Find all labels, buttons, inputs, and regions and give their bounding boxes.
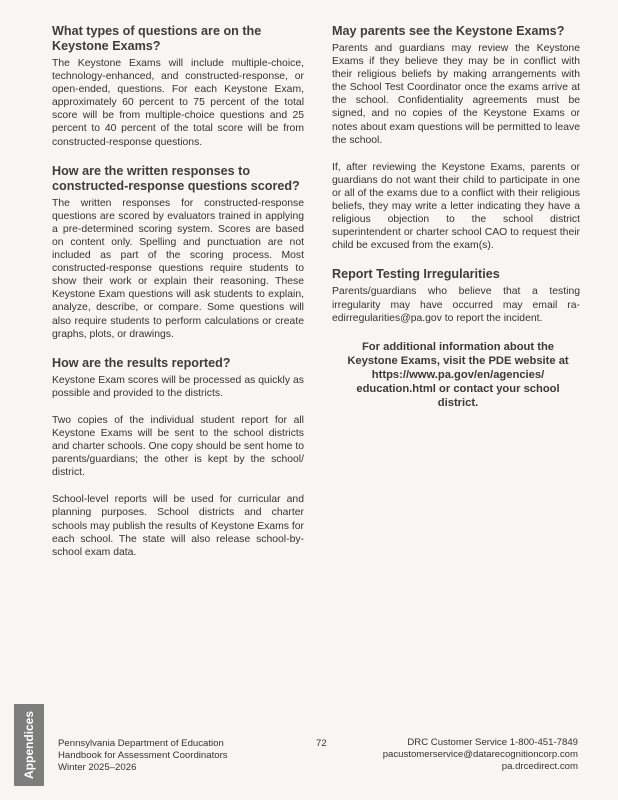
- left-column: [52, 24, 304, 574]
- section-body: Parents/guardians who believe that a testing irregularity may have occurred may email ra-edirregularities@pa.gov to report the incident.: [332, 286, 580, 324]
- right-column: [332, 24, 580, 410]
- appendices-tab: [14, 704, 44, 786]
- footer-org-line: Pennsylvania Department of Education: [58, 738, 224, 749]
- section-scoring: [52, 164, 304, 341]
- tab-label: Appendices: [22, 710, 37, 780]
- footer-org-line: Winter 2025–2026: [58, 762, 137, 773]
- section-paragraph: School-level reports will be used for curricular and planning purposes. School districts and charter schools may publish the results of Keystone Exams for each school. The state will also release school-by-school exam data.: [52, 494, 304, 558]
- section-paragraph: Parents and guardians may review the Keystone Exams if they believe they may be in conflict with their religious beliefs by making arrangements with the School Test Coordinator once the exams arrive at the school. Confidentiality agreements must be signed, and no copies of the Keystone Exams or notes about exam questions will be permitted to leave the school.: [332, 43, 580, 146]
- section-heading: What types of questions are on the Keystone Exams?: [52, 24, 262, 53]
- more-info-callout: For additional information about the Keystone Exams, visit the PDE website at https://www.pa.gov/en/agencies/ education.html or contact your school district.: [347, 340, 569, 409]
- section-irregularities: [332, 267, 580, 324]
- section-parents-review: [332, 24, 580, 252]
- section-heading: How are the written responses to constructed-response questions scored?: [52, 163, 300, 193]
- footer-website: pa.drcedirect.com: [501, 761, 578, 772]
- footer-email: pacustomerservice@datarecognitioncorp.com: [382, 749, 578, 760]
- page-number: 72: [316, 738, 327, 749]
- section-heading: How are the results reported?: [52, 355, 231, 370]
- footer-org-line: Handbook for Assessment Coordinators: [58, 750, 228, 761]
- section-heading: May parents see the Keystone Exams?: [332, 24, 565, 38]
- section-results: [52, 356, 304, 559]
- section-body: The written responses for constructed-response questions are scored by evaluators trained in applying a pre-determined scoring system. Scores are based on content only. Spelling and punctuation are not included as part of the scoring process. Most constructed-response questions require students to show their work or explain their reasoning. These Keystone Exam questions will ask students to explain, analyze, describe, or compare. Some questions will also require students to perform calculations or create graphs, plots, or drawings.: [52, 197, 304, 340]
- footer-phone: DRC Customer Service 1-800-451-7849: [407, 737, 578, 748]
- section-heading: Report Testing Irregularities: [332, 267, 500, 282]
- section-paragraph: Keystone Exam scores will be processed as quickly as possible and provided to the districts.: [52, 374, 304, 399]
- section-question-types: [52, 24, 304, 149]
- section-paragraph: Two copies of the individual student report for all Keystone Exams will be sent to the school districts and charter schools. One copy should be sent home to parents/guardians; the other is kept by the school/ district.: [52, 414, 304, 479]
- section-paragraph: If, after reviewing the Keystone Exams, parents or guardians do not want their child to participate in one or all of the exams due to a conflict with their religious beliefs, they may write a letter indicating they have a religious objection to the school district superintendent or charter school CAO to request their child be excused from the exam(s).: [332, 161, 580, 252]
- footer-contact: [383, 737, 578, 773]
- footer-organization: [58, 738, 228, 774]
- section-body: The Keystone Exams will include multiple-choice, technology-enhanced, and constructed-response, or open-ended, questions. For each Keystone Exam, approximately 60 percent to 75 percent of the total score will be from multiple-choice questions and 25 percent to 40 percent of the total score will be from constructed-response questions.: [52, 58, 304, 148]
